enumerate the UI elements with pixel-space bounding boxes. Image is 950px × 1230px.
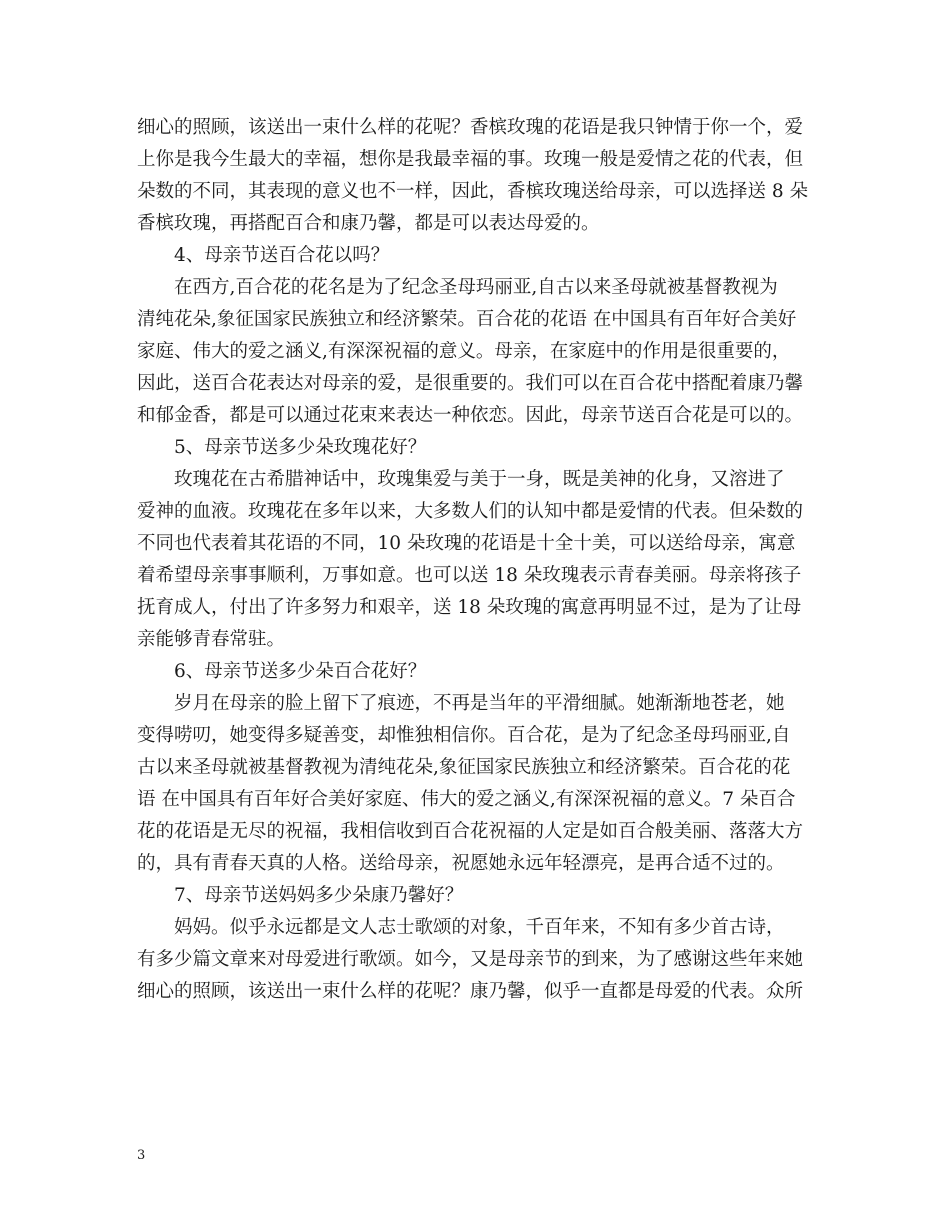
text-line: 上你是我今生最大的幸福，想你是我最幸福的事。玫瑰一般是爱情之花的代表，但 xyxy=(137,149,804,170)
text-line: 岁月在母亲的脸上留下了痕迹，不再是当年的平滑细腻。她渐渐地苍老，她 xyxy=(174,693,785,714)
text-line: 的，具有青春天真的人格。送给母亲，祝愿她永远年轻漂亮，是再合适不过的。 xyxy=(137,853,785,874)
text-line: 爱神的血液。玫瑰花在多年以来，大多数人们的认知中都是爱情的代表。但朵数的 xyxy=(137,501,804,522)
text-line: 清纯花朵,象征国家民族独立和经济繁荣。百合花的花语 在中国具有百年好合美好 xyxy=(137,309,797,330)
page-number: 3 xyxy=(137,1148,146,1163)
text-line: 不同也代表着其花语的不同，10 朵玫瑰的花语是十全十美，可以送给母亲，寓意 xyxy=(137,533,796,554)
text-line: 玫瑰花在古希腊神话中，玫瑰集爱与美于一身，既是美神的化身，又溶进了 xyxy=(174,469,785,490)
text-line: 细心的照顾，该送出一束什么样的花呢？香槟玫瑰的花语是我只钟情于你一个，爱 xyxy=(137,117,804,138)
text-line: 妈妈。似乎永远都是文人志士歌颂的对象，千百年来，不知有多少首古诗， xyxy=(174,917,785,938)
text-line: 有多少篇文章来对母爱进行歌颂。如今，又是母亲节的到来，为了感谢这些年来她 xyxy=(137,949,804,970)
text-line: 家庭、伟大的爱之涵义,有深深祝福的意义。母亲，在家庭中的作用是很重要的， xyxy=(137,341,791,362)
section-heading: 7、母亲节送妈妈多少朵康乃馨好？ xyxy=(174,885,464,906)
text-line: 花的花语是无尽的祝福，我相信收到百合花祝福的人定是如百合般美丽、落落大方 xyxy=(137,821,804,842)
section-heading: 5、母亲节送多少朵玫瑰花好？ xyxy=(174,437,427,458)
section-heading: 6、母亲节送多少朵百合花好？ xyxy=(174,661,427,682)
section-heading: 4、母亲节送百合花以吗？ xyxy=(174,245,390,266)
text-line: 抚育成人，付出了许多努力和艰辛，送 18 朵玫瑰的寓意再明显不过，是为了让母 xyxy=(137,597,802,618)
text-line: 变得唠叨，她变得多疑善变，却惟独相信你。百合花，是为了纪念圣母玛丽亚,自 xyxy=(137,725,791,746)
text-line: 朵数的不同，其表现的意义也不一样，因此，香槟玫瑰送给母亲，可以选择送 8 朵 xyxy=(137,181,809,202)
text-line: 古以来圣母就被基督教视为清纯花朵,象征国家民族独立和经济繁荣。百合花的花 xyxy=(137,757,791,778)
text-line: 和郁金香，都是可以通过花束来表达一种依恋。因此，母亲节送百合花是可以的。 xyxy=(137,405,804,426)
text-line: 语 在中国具有百年好合美好家庭、伟大的爱之涵义,有深深祝福的意义。7 朵百合 xyxy=(137,789,796,810)
text-line: 香槟玫瑰，再搭配百合和康乃馨，都是可以表达母爱的。 xyxy=(137,213,600,234)
text-line: 因此，送百合花表达对母亲的爱，是很重要的。我们可以在百合花中搭配着康乃馨 xyxy=(137,373,804,394)
document-body xyxy=(137,112,815,1008)
text-line: 在西方,百合花的花名是为了纪念圣母玛丽亚,自古以来圣母就被基督教视为 xyxy=(174,277,778,298)
text-line: 亲能够青春常驻。 xyxy=(137,629,286,650)
text-line: 着希望母亲事事顺利，万事如意。也可以送 18 朵玫瑰表示青春美丽。母亲将孩子 xyxy=(137,565,802,586)
text-line: 细心的照顾，该送出一束什么样的花呢？康乃馨，似乎一直都是母爱的代表。众所 xyxy=(137,981,804,1002)
